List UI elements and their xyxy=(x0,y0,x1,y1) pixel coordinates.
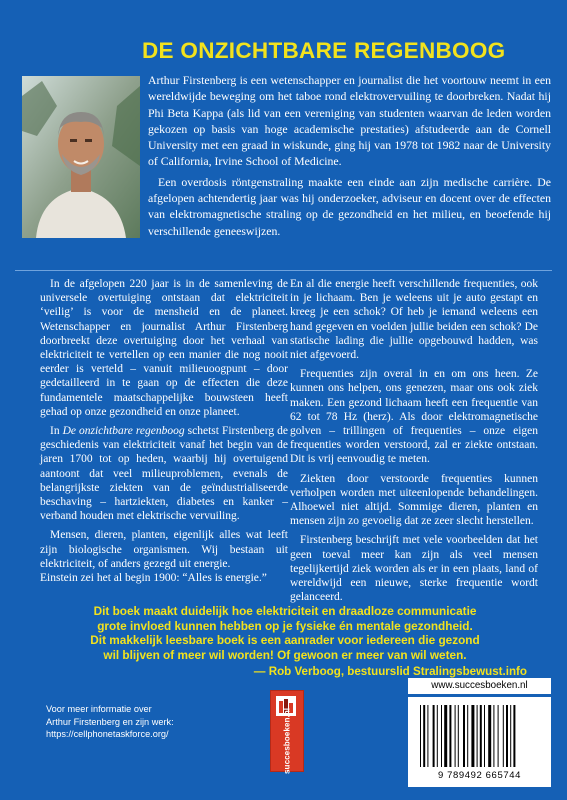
publisher-logo xyxy=(270,690,304,772)
description-paragraph: Firstenberg beschrijft met vele voorbeelden dat het geen toeval meer kan zijn als veel mensen tegelijkertijd ziek worden als er in een plaats, land of wereldwijd een nieuwe, sterke frequentie wordt gelanceerd. xyxy=(290,534,538,604)
quote-line: grote invloed kunnen hebben op je fysieke én mentale gezondheid. xyxy=(97,618,473,633)
publisher-url[interactable]: www.succesboeken.nl xyxy=(408,678,551,694)
description-paragraph: Mensen, dieren, planten, eigenlijk alles wat leeft zijn biologische organismen. Wij bestaan uit elektriciteit, of anders gezegd uit energie. xyxy=(40,529,288,570)
text-fragment: In xyxy=(50,425,63,438)
book-title-italic: De onzichtbare regenboog xyxy=(62,425,185,438)
more-info xyxy=(46,703,236,741)
description-paragraph: Frequenties zijn overal in en om ons heen. Ze kunnen ons helpen, ons genezen, maar ons ook ziek maken. Een gezond lichaam heeft een frequentie van 62 tot 78 Hz (herz). Als door elektromagnetische golven – trillingen of frequenties – onze eigen frequenties worden verstoord, zal er ziekte ontstaan. Dit is vrij eenvoudig te meten. xyxy=(290,368,538,466)
barcode-icon xyxy=(418,705,541,767)
author-photo xyxy=(22,76,140,238)
description-paragraph: Ziekten door verstoorde frequenties kunnen verholpen worden met uiteenlopende behandelingen. Alhoewel niet altijd. Sommige dieren, planten en mensen zijn zo gevoelig dat ze zeer slecht herstellen. xyxy=(290,472,538,528)
bio-paragraph: Een overdosis röntgenstraling maakte een einde aan zijn medische carrière. De afgelopen achtendertig jaar was hij onderzoeker, adviseur en docent over de effecten van elektromagnetische straling op de gezondheid en het milieu, en beoefende hij verschillende geneeswijzen. xyxy=(148,174,551,238)
quote-line: wil blijven of meer wil worden! Of gewoon er meer van wil weten. xyxy=(103,647,467,662)
quote-attribution: — Rob Verboog, bestuurslid Stralingsbewust.info xyxy=(253,665,527,678)
isbn-number: 9 789492 665744 xyxy=(438,770,521,781)
publisher-wordmark: succesboeken.nl xyxy=(282,708,292,774)
more-info-line: Arthur Firstenberg en zijn werk: xyxy=(46,716,174,727)
description-left-column xyxy=(40,277,288,585)
section-divider xyxy=(15,270,552,271)
description-paragraph: En al die energie heeft verschillende frequenties, ook in je lichaam. Ben je weleens uit je auto gestapt en kreeg je een schok? Of heb je iemand weleens een hand gegeven en voelden jullie beiden een schok? De statische lading die jullie opgebouwd hadden, was niet afgevoerd. xyxy=(290,278,538,362)
description-paragraph xyxy=(40,424,288,523)
author-bio xyxy=(148,72,551,239)
book-title: DE ONZICHTBARE REGENBOOG xyxy=(142,38,506,63)
text-fragment: schetst Firstenberg de geschiedenis van elektriciteit vanaf het begin van de jaren 1700 tot op heden, waarbij hij overtuigend aantoont dat veel milieuproblemen, evenals de belangrijkste ziekten van de geïndustrialiseerde beschaving – hartziekten, diabetes en kanker – verband houden met elektrische vervuiling. xyxy=(40,425,288,523)
description-paragraph: In de afgelopen 220 jaar is in de samenleving de universele overtuiging ontstaan dat elektriciteit ‘veilig’ is voor de mensheid en de planeet. Wetenschapper en journalist Arthur Firstenberg doorbreekt deze overtuiging door het verhaal van elektriciteit te vertellen op een manier die nog nooit eerder is verteld – vanuit milieuoogpunt – door gedetailleerd in te gaan op de effecten die deze fundamentele maatschappelijke bouwsteen heeft gehad op onze gezondheid en onze planeet. xyxy=(40,278,288,418)
more-info-link[interactable]: https://cellphonetaskforce.org/ xyxy=(46,729,169,740)
isbn-barcode xyxy=(408,697,551,787)
endorsement-quote xyxy=(30,604,540,662)
description-paragraph: Einstein zei het al begin 1900: “Alles is energie.” xyxy=(40,572,267,585)
quote-line: Dit makkelijk leesbare boek is een aanrader voor iedereen die gezond xyxy=(90,633,480,648)
more-info-line: Voor meer informatie over xyxy=(46,704,152,714)
description-right-column xyxy=(290,277,538,604)
quote-line: Dit boek maakt duidelijk hoe elektriciteit en draadloze communicatie xyxy=(93,604,477,618)
bio-paragraph: Arthur Firstenberg is een wetenschapper en journalist die het voortouw neemt in een wereldwijde beweging om het taboe rond elektrovervuiling te doorbreken. Nadat hij Phi Beta Kappa (als lid van een vereniging van studenten waarvan de leden worden gekozen op basis van hoge academische prestaties) afstudeerde aan de Cornell University met een graad in wiskunde, ging hij van 1978 tot 1982 naar de University of California, Irvine School of Medicine. xyxy=(148,73,551,169)
